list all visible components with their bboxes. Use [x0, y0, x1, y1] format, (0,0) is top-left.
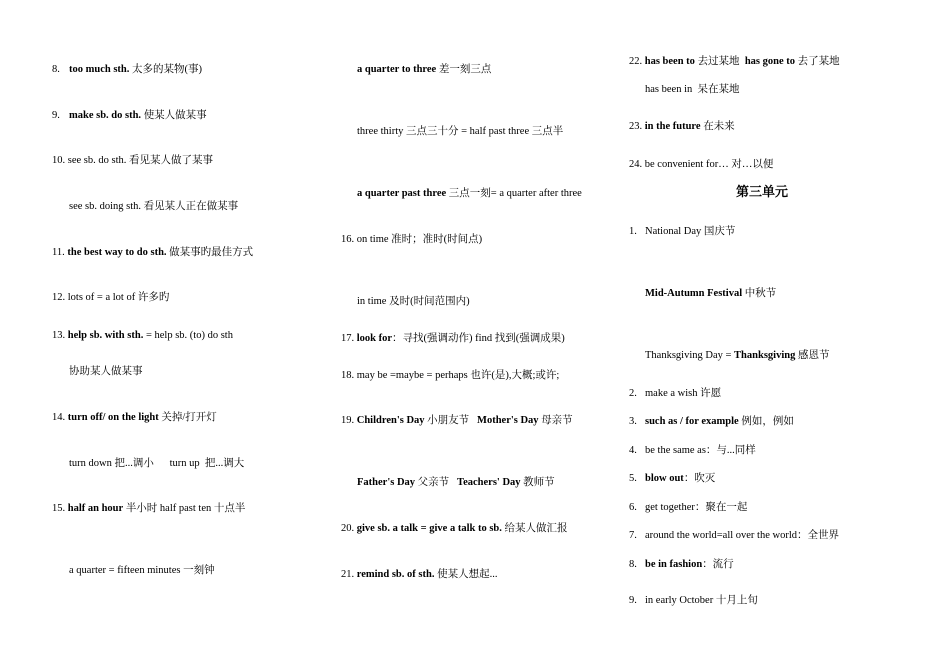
- item-15-sub: a quarter = fifteen minutes 一刻钟: [69, 565, 215, 576]
- phrase: turn off/ on the light: [67, 412, 159, 423]
- meaning: 使某人做某事: [141, 110, 207, 121]
- item-12: 12. lots of = a lot of 许多旳: [52, 292, 170, 303]
- item-17: [341, 332, 565, 346]
- unit-item-1-c: [645, 349, 829, 363]
- meaning: ：寻找(强调动作) find 找到(强调成果): [392, 333, 565, 344]
- unit-item-3: [629, 415, 794, 429]
- phrase: a quarter to three: [357, 64, 437, 75]
- item-number: 13.: [52, 330, 68, 341]
- item-23: [629, 120, 735, 134]
- meaning: 教师节: [520, 477, 555, 488]
- item-number: 4.: [629, 445, 637, 456]
- item-number: 7.: [629, 530, 637, 541]
- item-16-sub: in time 及时(时间范围内): [357, 296, 470, 307]
- phrase: remind sb. of sth.: [356, 569, 435, 580]
- unit-item-5: [629, 472, 715, 486]
- phrase: give sb. a talk = give a talk to sb.: [356, 523, 502, 534]
- unit-item-9: [629, 594, 758, 608]
- meaning: 感恩节: [795, 350, 830, 361]
- meaning: ：吹灭: [683, 473, 716, 484]
- phrase: blow out: [645, 473, 684, 484]
- phrase: Teachers' Day: [457, 477, 521, 488]
- meaning: 使某人想起...: [434, 569, 498, 580]
- unit-item-2: [629, 387, 721, 401]
- meaning: 关掉/打开灯: [158, 412, 217, 423]
- item-24: 24. be convenient for… 对…以便: [629, 159, 774, 170]
- phrase: make sb. do sth.: [69, 110, 142, 121]
- meaning: make a wish 许愿: [645, 388, 722, 399]
- phrase: be in fashion: [645, 559, 703, 570]
- phrase: Thanksgiving: [734, 350, 796, 361]
- item-10-sub: see sb. doing sth. 看见某人正在做某事: [69, 201, 239, 212]
- phrase: has gone to: [744, 56, 795, 67]
- item-22: [629, 55, 840, 69]
- item-number: 15.: [52, 503, 68, 514]
- unit-item-1-b: [645, 287, 776, 301]
- item-number: 9.: [52, 110, 60, 121]
- phrase: half an hour: [67, 503, 124, 514]
- meaning: around the world=all over the world：全世界: [645, 530, 840, 541]
- item-15-a: [357, 63, 491, 77]
- item-13: [52, 329, 233, 343]
- item-22-sub: has been in 呆在某地: [645, 84, 740, 95]
- item-number: 23.: [629, 121, 645, 132]
- item-number: 20.: [341, 523, 357, 534]
- item-15: [52, 502, 245, 516]
- unit-item-8: [629, 558, 734, 572]
- item-10: 10. see sb. do sth. 看见某人做了某事: [52, 155, 213, 166]
- meaning: be the same as：与...同样: [645, 445, 756, 456]
- phrase: has been to: [644, 56, 695, 67]
- unit-item-4: [629, 444, 756, 458]
- item-number: 21.: [341, 569, 357, 580]
- item-number: 1.: [629, 226, 637, 237]
- phrase: such as / for example: [645, 416, 739, 427]
- meaning: ：流行: [702, 559, 734, 570]
- phrase: Father's Day: [357, 477, 416, 488]
- item-13-sub: 协助某人做某事: [69, 366, 143, 377]
- phrase: a quarter past three: [357, 188, 447, 199]
- item-14-sub: turn down 把...调小 turn up 把...调大: [69, 458, 245, 469]
- meaning: 中秋节: [742, 288, 777, 299]
- item-number: 19.: [341, 415, 357, 426]
- item-16: 16. on time 准时；准时(时间点): [341, 234, 483, 245]
- meaning: 三点一刻= a quarter after three: [446, 188, 582, 199]
- meaning: 做某事旳最佳方式: [166, 247, 254, 258]
- item-number: 6.: [629, 502, 637, 513]
- item-number: 8.: [629, 559, 637, 570]
- item-number: 17.: [341, 333, 357, 344]
- item-15-b: three thirty 三点三十分 = half past three 三点半: [357, 126, 564, 137]
- phrase: too much sth.: [69, 64, 130, 75]
- meaning: 太多的某物(事): [129, 64, 203, 75]
- item-9: [52, 109, 207, 123]
- item-21: [341, 568, 497, 582]
- unit-item-1: [629, 225, 735, 239]
- item-number: 9.: [629, 595, 637, 606]
- meaning: Thanksgiving Day =: [645, 350, 735, 361]
- item-number: 11.: [52, 247, 68, 258]
- meaning: 母亲节: [538, 415, 573, 426]
- meaning: 去过某地: [694, 56, 745, 67]
- item-14: [52, 411, 217, 425]
- phrase: Children's Day: [356, 415, 425, 426]
- meaning: 去了某地: [795, 56, 840, 67]
- meaning: 在未来: [700, 121, 735, 132]
- item-20: [341, 522, 568, 536]
- item-number: 8.: [52, 64, 60, 75]
- meaning: 父亲节: [415, 477, 458, 488]
- unit-item-6: [629, 501, 747, 515]
- item-number: 5.: [629, 473, 637, 484]
- unit-item-7: [629, 529, 839, 543]
- meaning: 小朋友节: [424, 415, 478, 426]
- meaning: get together：聚在一起: [645, 502, 748, 513]
- item-15-c: [357, 187, 582, 201]
- phrase: look for: [356, 333, 393, 344]
- phrase: Mother's Day: [477, 415, 539, 426]
- meaning: 例如，例如: [738, 416, 794, 427]
- meaning: National Day 国庆节: [645, 226, 736, 237]
- item-19-sub: [357, 476, 555, 490]
- phrase: in the future: [644, 121, 701, 132]
- item-19: [341, 414, 573, 428]
- item-18: 18. may be =maybe = perhaps 也许(是),大概;或许;: [341, 370, 560, 381]
- item-number: 3.: [629, 416, 637, 427]
- phrase: help sb. with sth.: [67, 330, 144, 341]
- item-8: [52, 63, 202, 77]
- meaning: 给某人做汇报: [501, 523, 568, 534]
- unit-heading: 第三单元: [736, 185, 789, 200]
- item-number: 2.: [629, 388, 637, 399]
- meaning: = help sb. (to) do sth: [143, 330, 233, 341]
- item-number: 14.: [52, 412, 68, 423]
- phrase: the best way to do sth.: [67, 247, 167, 258]
- phrase: Mid-Autumn Festival: [645, 288, 743, 299]
- item-number: 22.: [629, 56, 645, 67]
- item-11: [52, 246, 253, 260]
- meaning: 差一刻三点: [436, 64, 492, 75]
- meaning: 半小时 half past ten 十点半: [123, 503, 246, 514]
- meaning: in early October 十月上旬: [645, 595, 758, 606]
